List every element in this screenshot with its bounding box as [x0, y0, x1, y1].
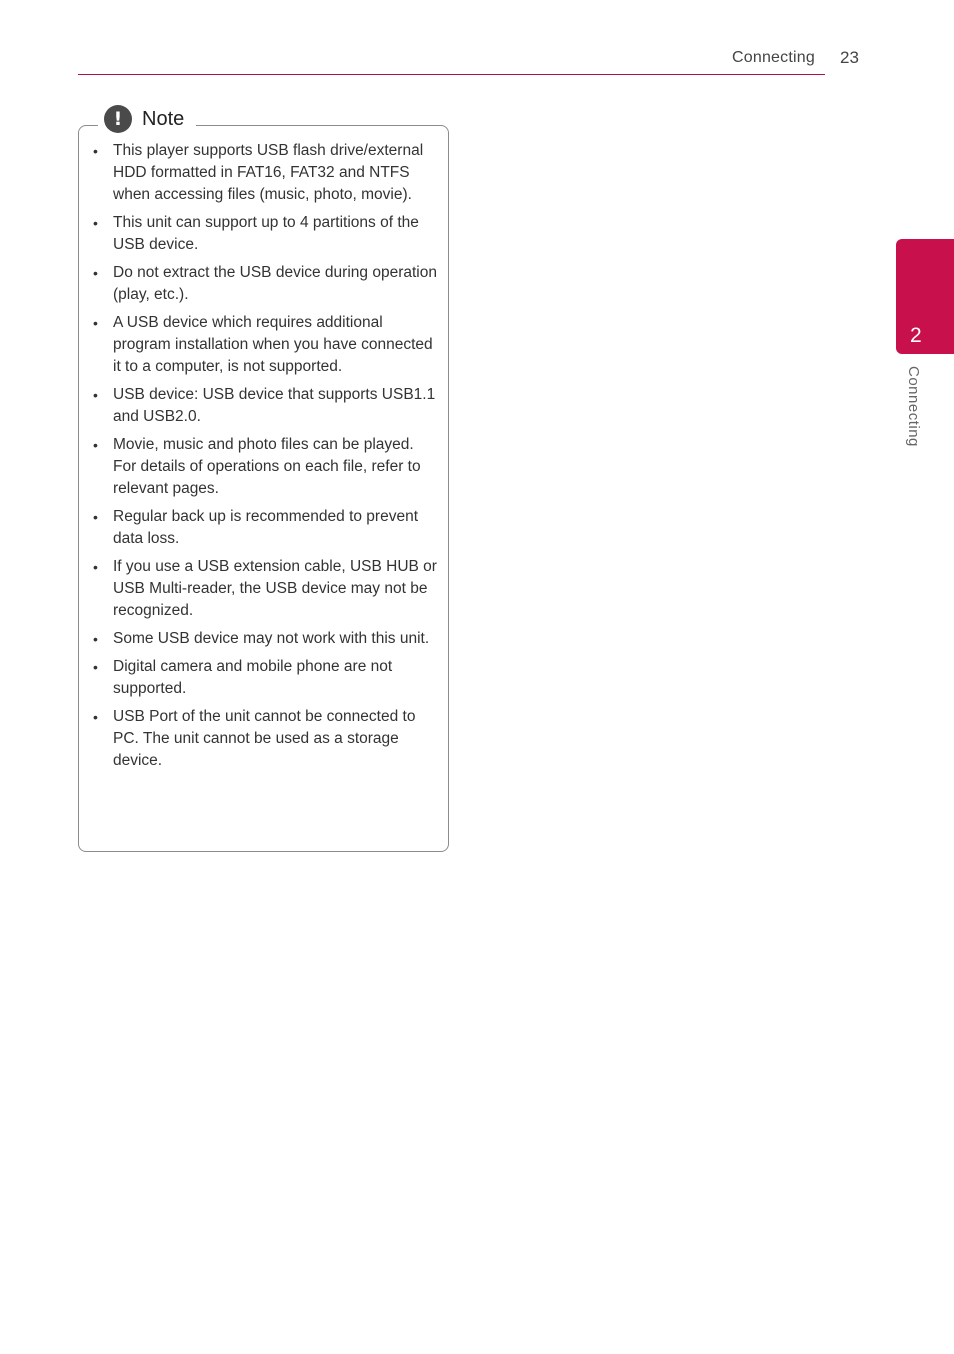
chapter-number: 2	[910, 324, 922, 347]
page-number: 23	[840, 48, 859, 67]
bullet-icon: •	[93, 265, 98, 281]
list-item	[93, 384, 438, 428]
bullet-icon: •	[93, 509, 98, 525]
list-item	[93, 212, 438, 256]
list-item	[93, 628, 438, 650]
list-item	[93, 434, 438, 500]
note-list	[93, 140, 438, 778]
bullet-icon: •	[93, 437, 98, 453]
chapter-tab	[896, 239, 954, 354]
list-item-text: This player supports USB flash drive/external HDD formatted in FAT16, FAT32 and NTFS when accessing files (music, photo, movie).	[113, 142, 424, 203]
list-item	[93, 140, 438, 206]
bullet-icon: •	[93, 315, 98, 331]
list-item-text: Some USB device may not work with this unit.	[113, 630, 430, 647]
note-title: Note	[142, 107, 185, 130]
note-title-bar	[98, 104, 196, 134]
bullet-icon: •	[93, 559, 98, 575]
list-item	[93, 706, 438, 772]
header-section-title: Connecting	[732, 49, 815, 66]
list-item-text: Digital camera and mobile phone are not supported.	[113, 658, 393, 697]
bullet-icon: •	[93, 709, 98, 725]
list-item-text: This unit can support up to 4 partitions of the USB device.	[113, 214, 419, 253]
list-item-text: Movie, music and photo files can be played. For details of operations on each file, refer to relevant pages.	[113, 436, 421, 497]
list-item-text: USB device: USB device that supports USB1.1 and USB2.0.	[113, 386, 436, 425]
list-item-text: Regular back up is recommended to prevent data loss.	[113, 508, 418, 547]
list-item	[93, 262, 438, 306]
list-item-text: A USB device which requires additional program installation when you have connected it to a computer, is not supported.	[113, 314, 433, 375]
list-item	[93, 506, 438, 550]
list-item-text: Do not extract the USB device during operation (play, etc.).	[113, 264, 437, 303]
bullet-icon: •	[93, 659, 98, 675]
list-item-text: If you use a USB extension cable, USB HUB or USB Multi-reader, the USB device may not be recognized.	[113, 558, 437, 619]
bullet-icon: •	[93, 387, 98, 403]
list-item-text: USB Port of the unit cannot be connected to PC. The unit cannot be used as a storage device.	[113, 708, 416, 769]
bullet-icon: •	[93, 143, 98, 159]
header-rule	[78, 74, 825, 75]
list-item	[93, 656, 438, 700]
exclamation-icon: !	[104, 105, 132, 133]
list-item	[93, 556, 438, 622]
bullet-icon: •	[93, 215, 98, 231]
bullet-icon: •	[93, 631, 98, 647]
chapter-label: Connecting	[905, 366, 922, 447]
list-item	[93, 312, 438, 378]
